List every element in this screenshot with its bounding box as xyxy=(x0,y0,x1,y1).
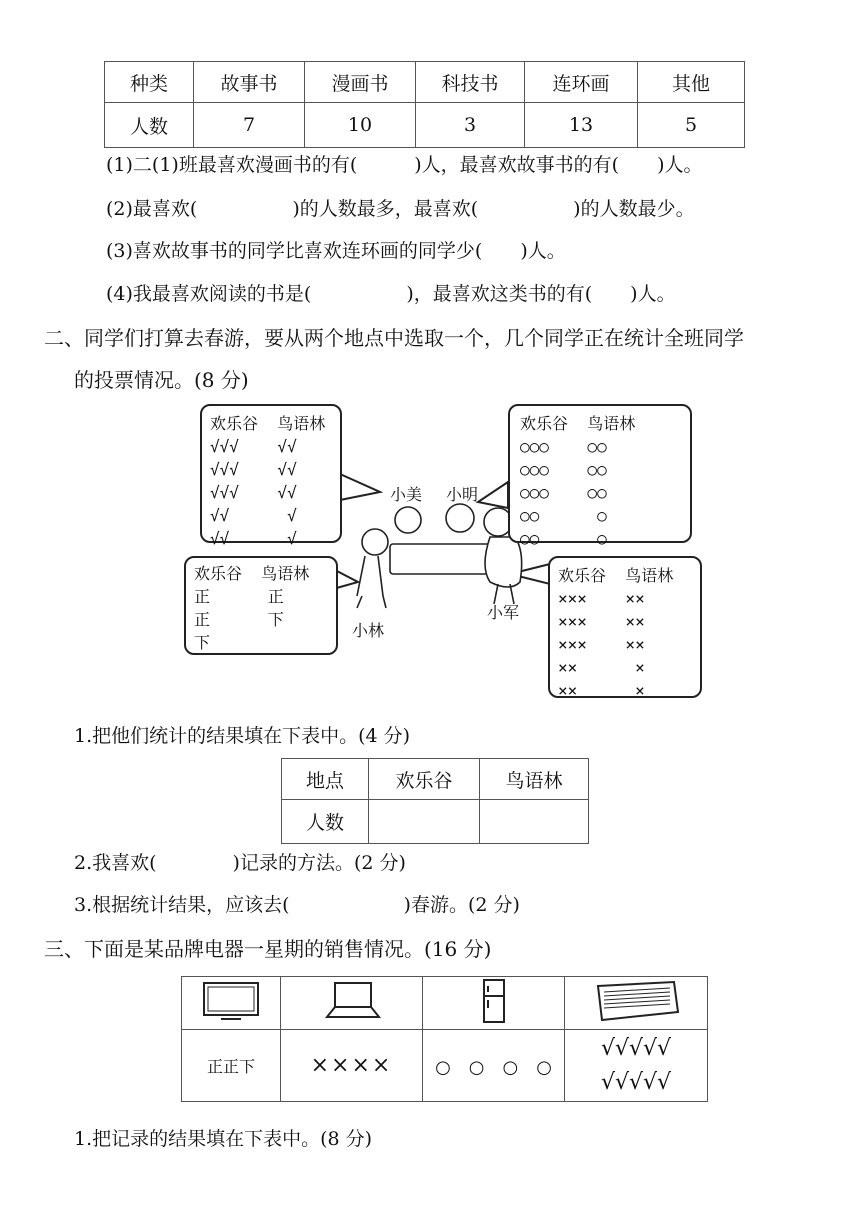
question-1-3: (3)喜欢故事书的同学比喜欢连环画的同学少( )人。 xyxy=(106,240,566,262)
table-cell: 其他 xyxy=(638,62,745,103)
table-cell: 漫画书 xyxy=(305,62,416,103)
bubble-zheng-text: 欢乐谷 鸟语林 正 正 正 下 下 xyxy=(194,564,310,652)
name-xiaoming: 小明 xyxy=(446,485,479,504)
table-cell: 13 xyxy=(525,103,638,148)
question-1-1: (1)二(1)班最喜欢漫画书的有( )人，最喜欢故事书的有( )人。 xyxy=(106,154,703,176)
bubble-crosses-text: 欢乐谷 鸟语林 ××× ×× ××× ×× ××× ×× ×× × ×× × xyxy=(558,566,674,700)
section-2-title-cont: 的投票情况。(8 分) xyxy=(74,368,249,392)
table-cell: 地点 xyxy=(282,759,369,800)
section-3-title: 三、下面是某品牌电器一星期的销售情况。(16 分) xyxy=(44,937,492,961)
fridge-icon xyxy=(423,977,565,1030)
table-cell: 科技书 xyxy=(416,62,525,103)
question-1-4: (4)我最喜欢阅读的书是( )，最喜欢这类书的有( )人。 xyxy=(106,283,676,305)
section-2-title: 二、同学们打算去春游，要从两个地点中选取一个，几个同学正在统计全班同学 xyxy=(44,326,744,350)
vote-table xyxy=(281,758,589,844)
tv-icon xyxy=(182,977,281,1030)
tally-tv: 正正下 xyxy=(182,1030,281,1102)
table-cell: 故事书 xyxy=(194,62,305,103)
name-xiaojun: 小军 xyxy=(487,603,520,622)
tally-air-conditioner: √√√√√ √√√√√ xyxy=(565,1030,708,1102)
sales-table xyxy=(181,976,708,1102)
table-cell: 10 xyxy=(305,103,416,148)
table-cell: 7 xyxy=(194,103,305,148)
table-cell: 人数 xyxy=(105,103,194,148)
air-conditioner-icon xyxy=(565,977,708,1030)
table-cell xyxy=(480,800,589,844)
section-2-question-3: 3.根据统计结果，应该去( )春游。(2 分) xyxy=(74,894,520,916)
section-3-question-1: 1.把记录的结果填在下表中。(8 分) xyxy=(74,1128,373,1150)
table-cell: 5 xyxy=(638,103,745,148)
children-icon xyxy=(357,504,522,608)
table-cell: 3 xyxy=(416,103,525,148)
name-xiaolin: 小林 xyxy=(352,621,385,640)
tally-laptop: ×××× xyxy=(281,1030,423,1102)
section-2-question-2: 2.我喜欢( )记录的方法。(2 分) xyxy=(74,852,406,874)
name-xiaomei: 小美 xyxy=(390,485,423,504)
tally-fridge: ○ ○ ○ ○ xyxy=(423,1030,565,1102)
table-cell xyxy=(369,800,480,844)
section-2-question-1: 1.把他们统计的结果填在下表中。(4 分) xyxy=(74,725,411,747)
bubble-checkmarks-text: 欢乐谷 鸟语林 √√√ √√ √√√ √√ √√√ √√ √√ √ √√ √ xyxy=(210,414,326,548)
question-1-2: (2)最喜欢( )的人数最多，最喜欢( )的人数最少。 xyxy=(106,198,695,220)
books-table xyxy=(104,61,745,148)
table-cell: 种类 xyxy=(105,62,194,103)
table-cell: 欢乐谷 xyxy=(369,759,480,800)
bubble-circles-text: 欢乐谷 鸟语林 ○○○ ○○ ○○○ ○○ ○○○ ○○ ○○ ○ ○○ ○ xyxy=(520,414,636,548)
laptop-icon xyxy=(281,977,423,1030)
vote-illustration xyxy=(180,404,705,700)
table-cell: 连环画 xyxy=(525,62,638,103)
table-cell: 人数 xyxy=(282,800,369,844)
table-cell: 鸟语林 xyxy=(480,759,589,800)
